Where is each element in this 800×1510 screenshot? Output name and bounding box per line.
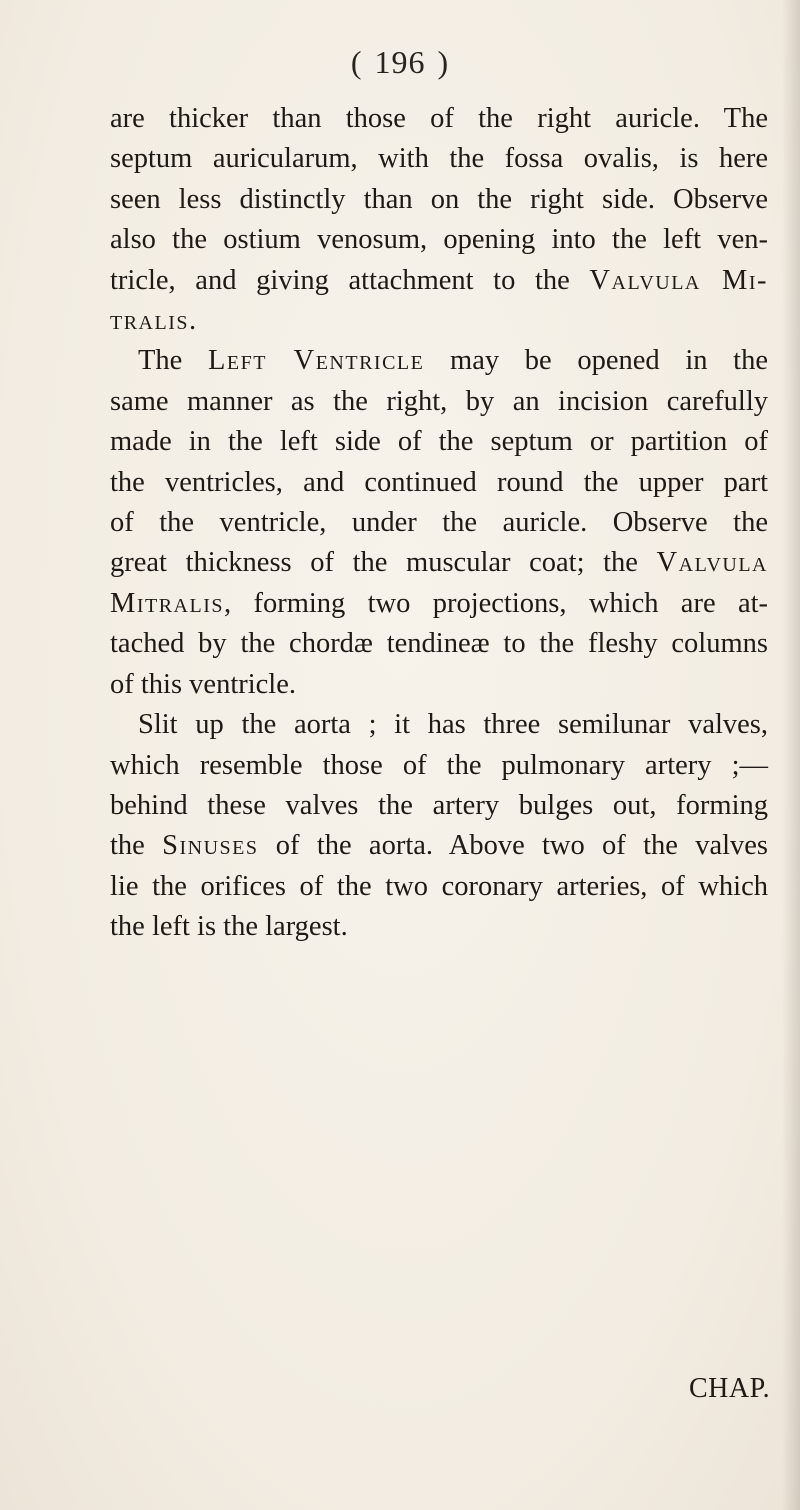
text-line: great thickness of the muscular coat; the Valvula [110, 547, 768, 579]
text-line: tralis. [110, 305, 198, 337]
term-valvula: Valvula [656, 547, 768, 579]
text-line: the Sinuses of the aorta. Above two of the valves [110, 830, 769, 862]
term-mitralis: Mitralis [110, 587, 225, 619]
text-line: The Left Ventricle may be opened in the [138, 345, 768, 377]
text-line: the left is the largest. [110, 911, 348, 943]
text-line: lie the orifices of the two coronary arteries, of which [110, 870, 768, 902]
text-line: same manner as the right, by an incision carefully [110, 385, 768, 417]
text-line: also the ostium venosum, opening into the left ven- [110, 224, 768, 256]
text-line: of this ventricle. [110, 668, 296, 700]
term-left-ventricle: Left Ventricle [208, 345, 425, 377]
text-line: which resemble those of the pulmonary artery ;— [110, 749, 768, 781]
text-line: Slit up the aorta ; it has three semilunar valves, [138, 709, 768, 741]
text-line: made in the left side of the septum or partition of [110, 426, 768, 458]
term-valvula-mitralis: Valvula Mi- [589, 264, 768, 296]
text-line: the ventricles, and continued round the upper part [110, 466, 768, 498]
body-text [110, 99, 768, 948]
text-line: tached by the chordæ tendineæ to the fleshy columns [110, 628, 768, 660]
text-line: septum auricularum, with the fossa ovalis, is here [110, 143, 768, 175]
term-sinuses: Sinuses [162, 830, 259, 862]
page-number [0, 44, 800, 81]
text-line: behind these valves the artery bulges out, forming [110, 789, 768, 821]
text-line: seen less distinctly than on the right side. Observe [110, 183, 768, 215]
page-number-open-paren: ( [350, 44, 363, 80]
page-edge-shadow [782, 0, 800, 1510]
text-line: Mitralis, forming two projections, which are at- [110, 587, 768, 619]
text-line: tricle, and giving attachment to the Valvula Mi- [110, 264, 768, 296]
catchword: CHAP. [689, 1373, 771, 1404]
text-line: of the ventricle, under the auricle. Observe the [110, 507, 768, 539]
text-line: are thicker than those of the right auricle. The [110, 103, 768, 134]
page-number-value: 196 [374, 44, 426, 80]
page-number-close-paren: ) [437, 44, 450, 80]
